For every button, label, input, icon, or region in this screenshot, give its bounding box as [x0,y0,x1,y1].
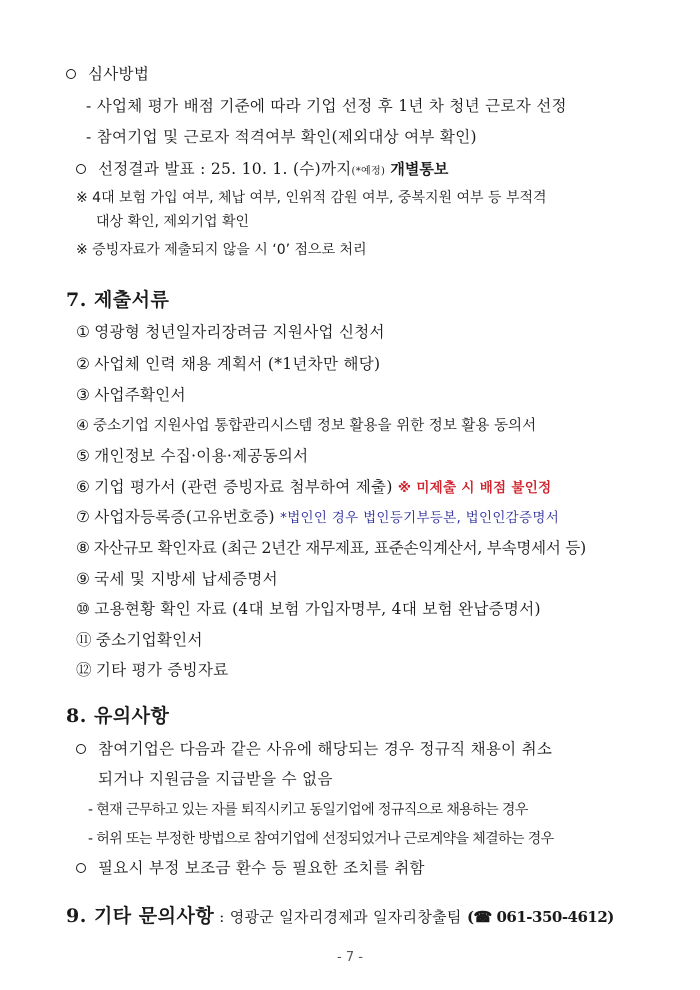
review-item: - 사업체 평가 배점 기준에 따라 기업 선정 후 1년 차 청년 근로자 선정 [86,97,567,115]
circle-bullet-icon [76,164,86,174]
circle-bullet-icon [76,744,86,754]
caution-bullet: 참여기업은 다음과 같은 사유에 해당되는 경우 정규직 채용이 취소 [76,739,552,759]
phone-icon: ☎ [473,908,492,926]
note-evidence: ※ 증빙자료가 제출되지 않을 시 ‘0’ 점으로 처리 [76,242,367,258]
document-item: ③ 사업주확인서 [76,386,186,404]
announcement-line [76,159,448,182]
section-7-title: 7. 제출서류 [66,289,170,311]
page-number: - 7 - [337,950,363,965]
document-item: ④ 중소기업 지원사업 통합관리시스템 정보 활용을 위한 정보 활용 동의서 [76,418,537,434]
review-item: - 참여기업 및 근로자 적격여부 확인(제외대상 여부 확인) [86,128,477,146]
note-ineligibility: ※ 4대 보험 가입 여부, 체납 여부, 인위적 감원 여부, 중복지원 여부 등 부적격 [76,190,547,206]
document-item: ⑪ 중소기업확인서 [76,631,203,649]
corporate-note: *법인인 경우 법인등기부등본, 법인인감증명서 [280,510,560,526]
warning-text: ※ 미제출 시 배점 불인정 [397,480,552,496]
caution-bullet: 필요시 부정 보조금 환수 등 필요한 조치를 취함 [76,858,425,878]
document-item: ⑥ 기업 평가서 (관련 증빙자료 첨부하여 제출) ※ 미제출 시 배점 불인정 [76,478,552,496]
document-item: ⑦ 사업자등록증(고유번호증) *법인인 경우 법인등기부등본, 법인인감증명서 [76,508,560,526]
announcement-note: (*예정) [351,166,386,177]
caution-sub-item: - 허위 또는 부정한 방법으로 참여기업에 선정되었거나 근로계약을 체결하는 경우 [88,831,554,847]
caution-bullet-cont: 되거나 지원금을 지급받을 수 없음 [98,770,333,788]
note-ineligibility-cont: 대상 확인, 제외기업 확인 [96,214,250,230]
circle-bullet-icon [66,69,76,79]
document-item: ⑤ 개인정보 수집·이용·제공동의서 [76,447,309,465]
document-item: ② 사업체 인력 채용 계획서 (*1년차만 해당) [76,355,381,373]
circle-bullet-icon [76,863,86,873]
review-method-heading: 심사방법 [66,64,149,84]
contact-department: 영광군 일자리경제과 일자리창출팀 [229,908,462,926]
contact-phone: (☎ 061-350-4612) [466,908,614,926]
section-9-line: 9. 기타 문의사항 : 영광군 일자리경제과 일자리창출팀 (☎ 061-350-4612) [66,905,614,927]
document-item: ⑩ 고용현황 확인 자료 (4대 보험 가입자명부, 4대 보험 완납증명서) [76,600,541,618]
section-9-title: 9. 기타 문의사항 [66,905,215,927]
section-8-title: 8. 유의사항 [66,705,170,727]
document-item: ⑧ 자산규모 확인자료 (최근 2년간 재무제표, 표준손익계산서, 부속명세서 등) [76,539,587,557]
document-item: ⑨ 국세 및 지방세 납세증명서 [76,570,278,588]
caution-sub-item: - 현재 근무하고 있는 자를 퇴직시키고 동일기업에 정규직으로 채용하는 경우 [88,802,528,818]
announcement-method: 개별통보 [390,160,449,178]
announcement-label: 선정결과 발표 : 25. 10. 1. (수)까지 [98,160,352,178]
document-item: ① 영광형 청년일자리장려금 지원사업 신청서 [76,323,385,341]
document-item: ⑫ 기타 평가 증빙자료 [76,661,229,679]
